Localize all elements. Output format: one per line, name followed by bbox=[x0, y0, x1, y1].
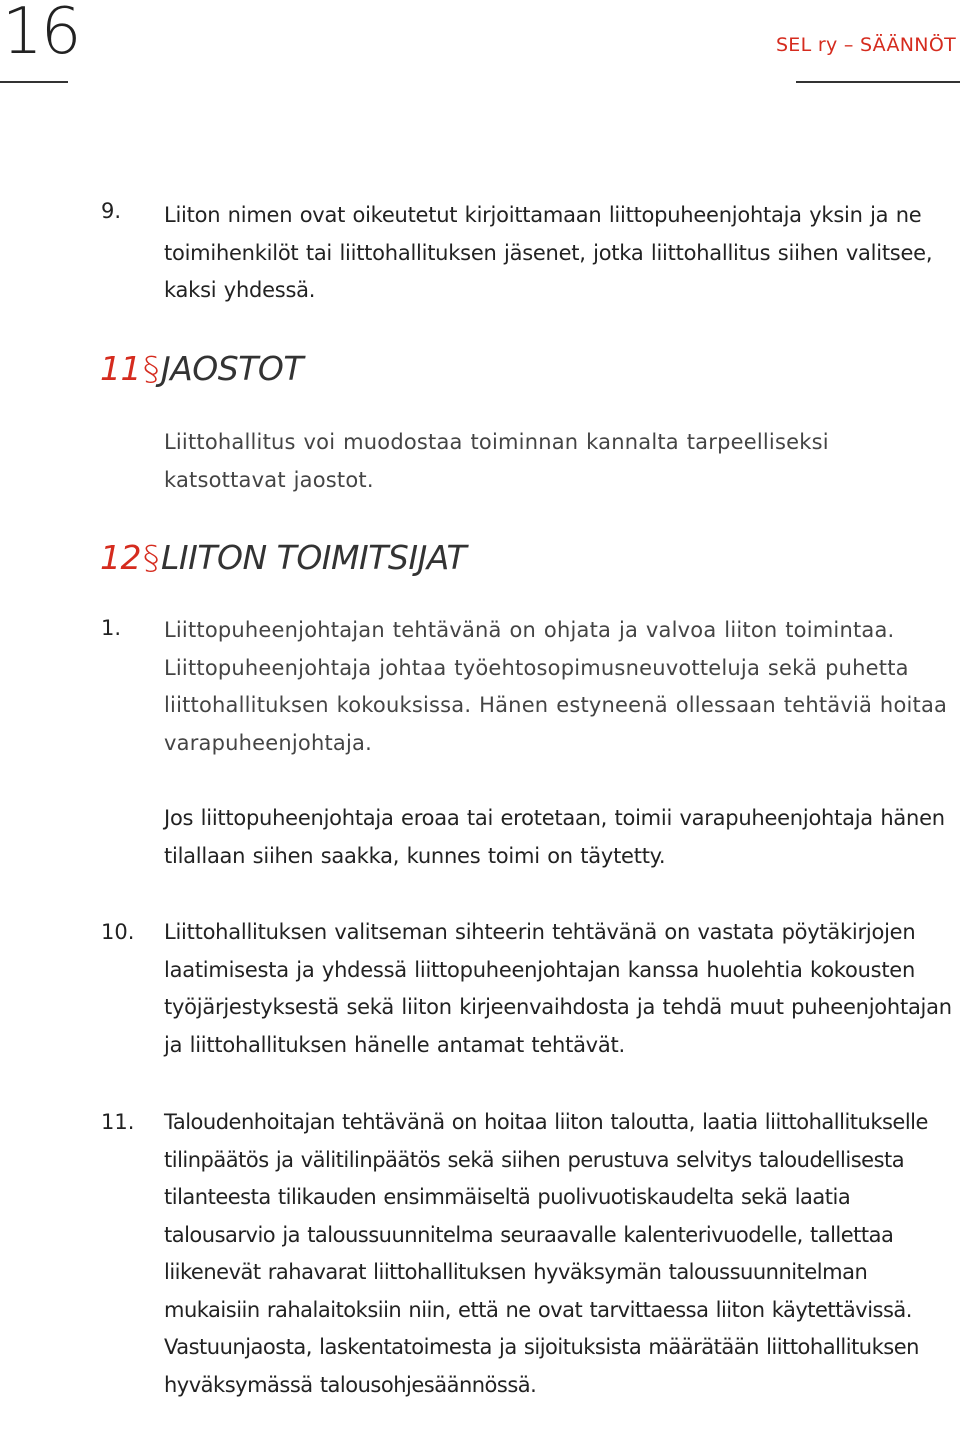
item-10-text: Liittohallituksen valitseman sihteerin tehtävänä on vastata pöytäkirjojen laatimisesta ja yhdessä liittopuheenjohtajan kanssa huolehtia kokousten työjärjestyksestä sekä liiton kirjeenvaihdosta ja tehdä muut puheenjohtajan ja liittohallituksen hänelle antamat tehtävät. bbox=[164, 920, 952, 1057]
section-12-title: LIITON TOIMITSIJAT bbox=[161, 538, 467, 577]
section-11-text: Liittohallitus voi muodostaa toiminnan kannalta tarpeelliseksi katsottavat jaostot. bbox=[164, 430, 829, 492]
item-9-number: 9. bbox=[101, 199, 122, 223]
item-11-number: 11. bbox=[101, 1110, 135, 1134]
item-9-text: Liiton nimen ovat oikeutetut kirjoittamaan liittopuheenjohtaja yksin ja ne toimihenkilöt tai liittohallituksen jäsenet, jotka liittohallitus siihen valitsee, kaksi yhdessä. bbox=[164, 203, 933, 302]
section-11-title: JAOSTOT bbox=[161, 349, 304, 388]
running-head: SEL ry – SÄÄNNÖT bbox=[775, 34, 956, 56]
item-1-text: Liittopuheenjohtajan tehtävänä on ohjata ja valvoa liiton toimintaa. Liittopuheenjohtaja johtaa työehtosopimusneuvotteluja sekä puhetta liittohallituksen kokouksissa. Hänen estyneenä ollessaan tehtäviä hoitaa varapuheenjohtaja. bbox=[164, 618, 948, 755]
section-11-number: 11 bbox=[100, 349, 141, 388]
section-sign-icon: § bbox=[143, 349, 159, 388]
section-12-heading bbox=[100, 538, 466, 578]
section-12-number: 12 bbox=[100, 538, 141, 577]
section-sign-icon: § bbox=[143, 538, 159, 577]
item-11-text: Taloudenhoitajan tehtävänä on hoitaa liiton taloutta, laatia liittohallitukselle tilinpäätös ja välitilinpäätös sekä siihen perustuva selvitys taloudellisesta tilanteesta tilikauden ensimmäiseltä puolivuotiskaudelta sekä laatia talousarvio ja taloussuunnitelma seuraavalle kalenterivuodelle, tallettaa liikenevät rahavarat liittohallituksen hyväksymän taloussuunnitelman mukaisiin rahalaitoksiin niin, että ne ovat tarvittaessa liiton käytettävissä. Vastuunjaosta, laskentatoimesta ja sijoituksista määrätään liittohallituksen hyväksymässä talousohjesäännössä. bbox=[164, 1110, 928, 1397]
item-1-continued-text: Jos liittopuheenjohtaja eroaa tai erotetaan, toimii varapuheenjohtaja hänen tilallaan siihen saakka, kunnes toimi on täytetty. bbox=[164, 806, 945, 868]
item-1-number: 1. bbox=[101, 616, 122, 640]
section-11-heading bbox=[100, 349, 303, 389]
page-number: 16 bbox=[2, 0, 80, 69]
item-10-number: 10. bbox=[101, 920, 135, 944]
